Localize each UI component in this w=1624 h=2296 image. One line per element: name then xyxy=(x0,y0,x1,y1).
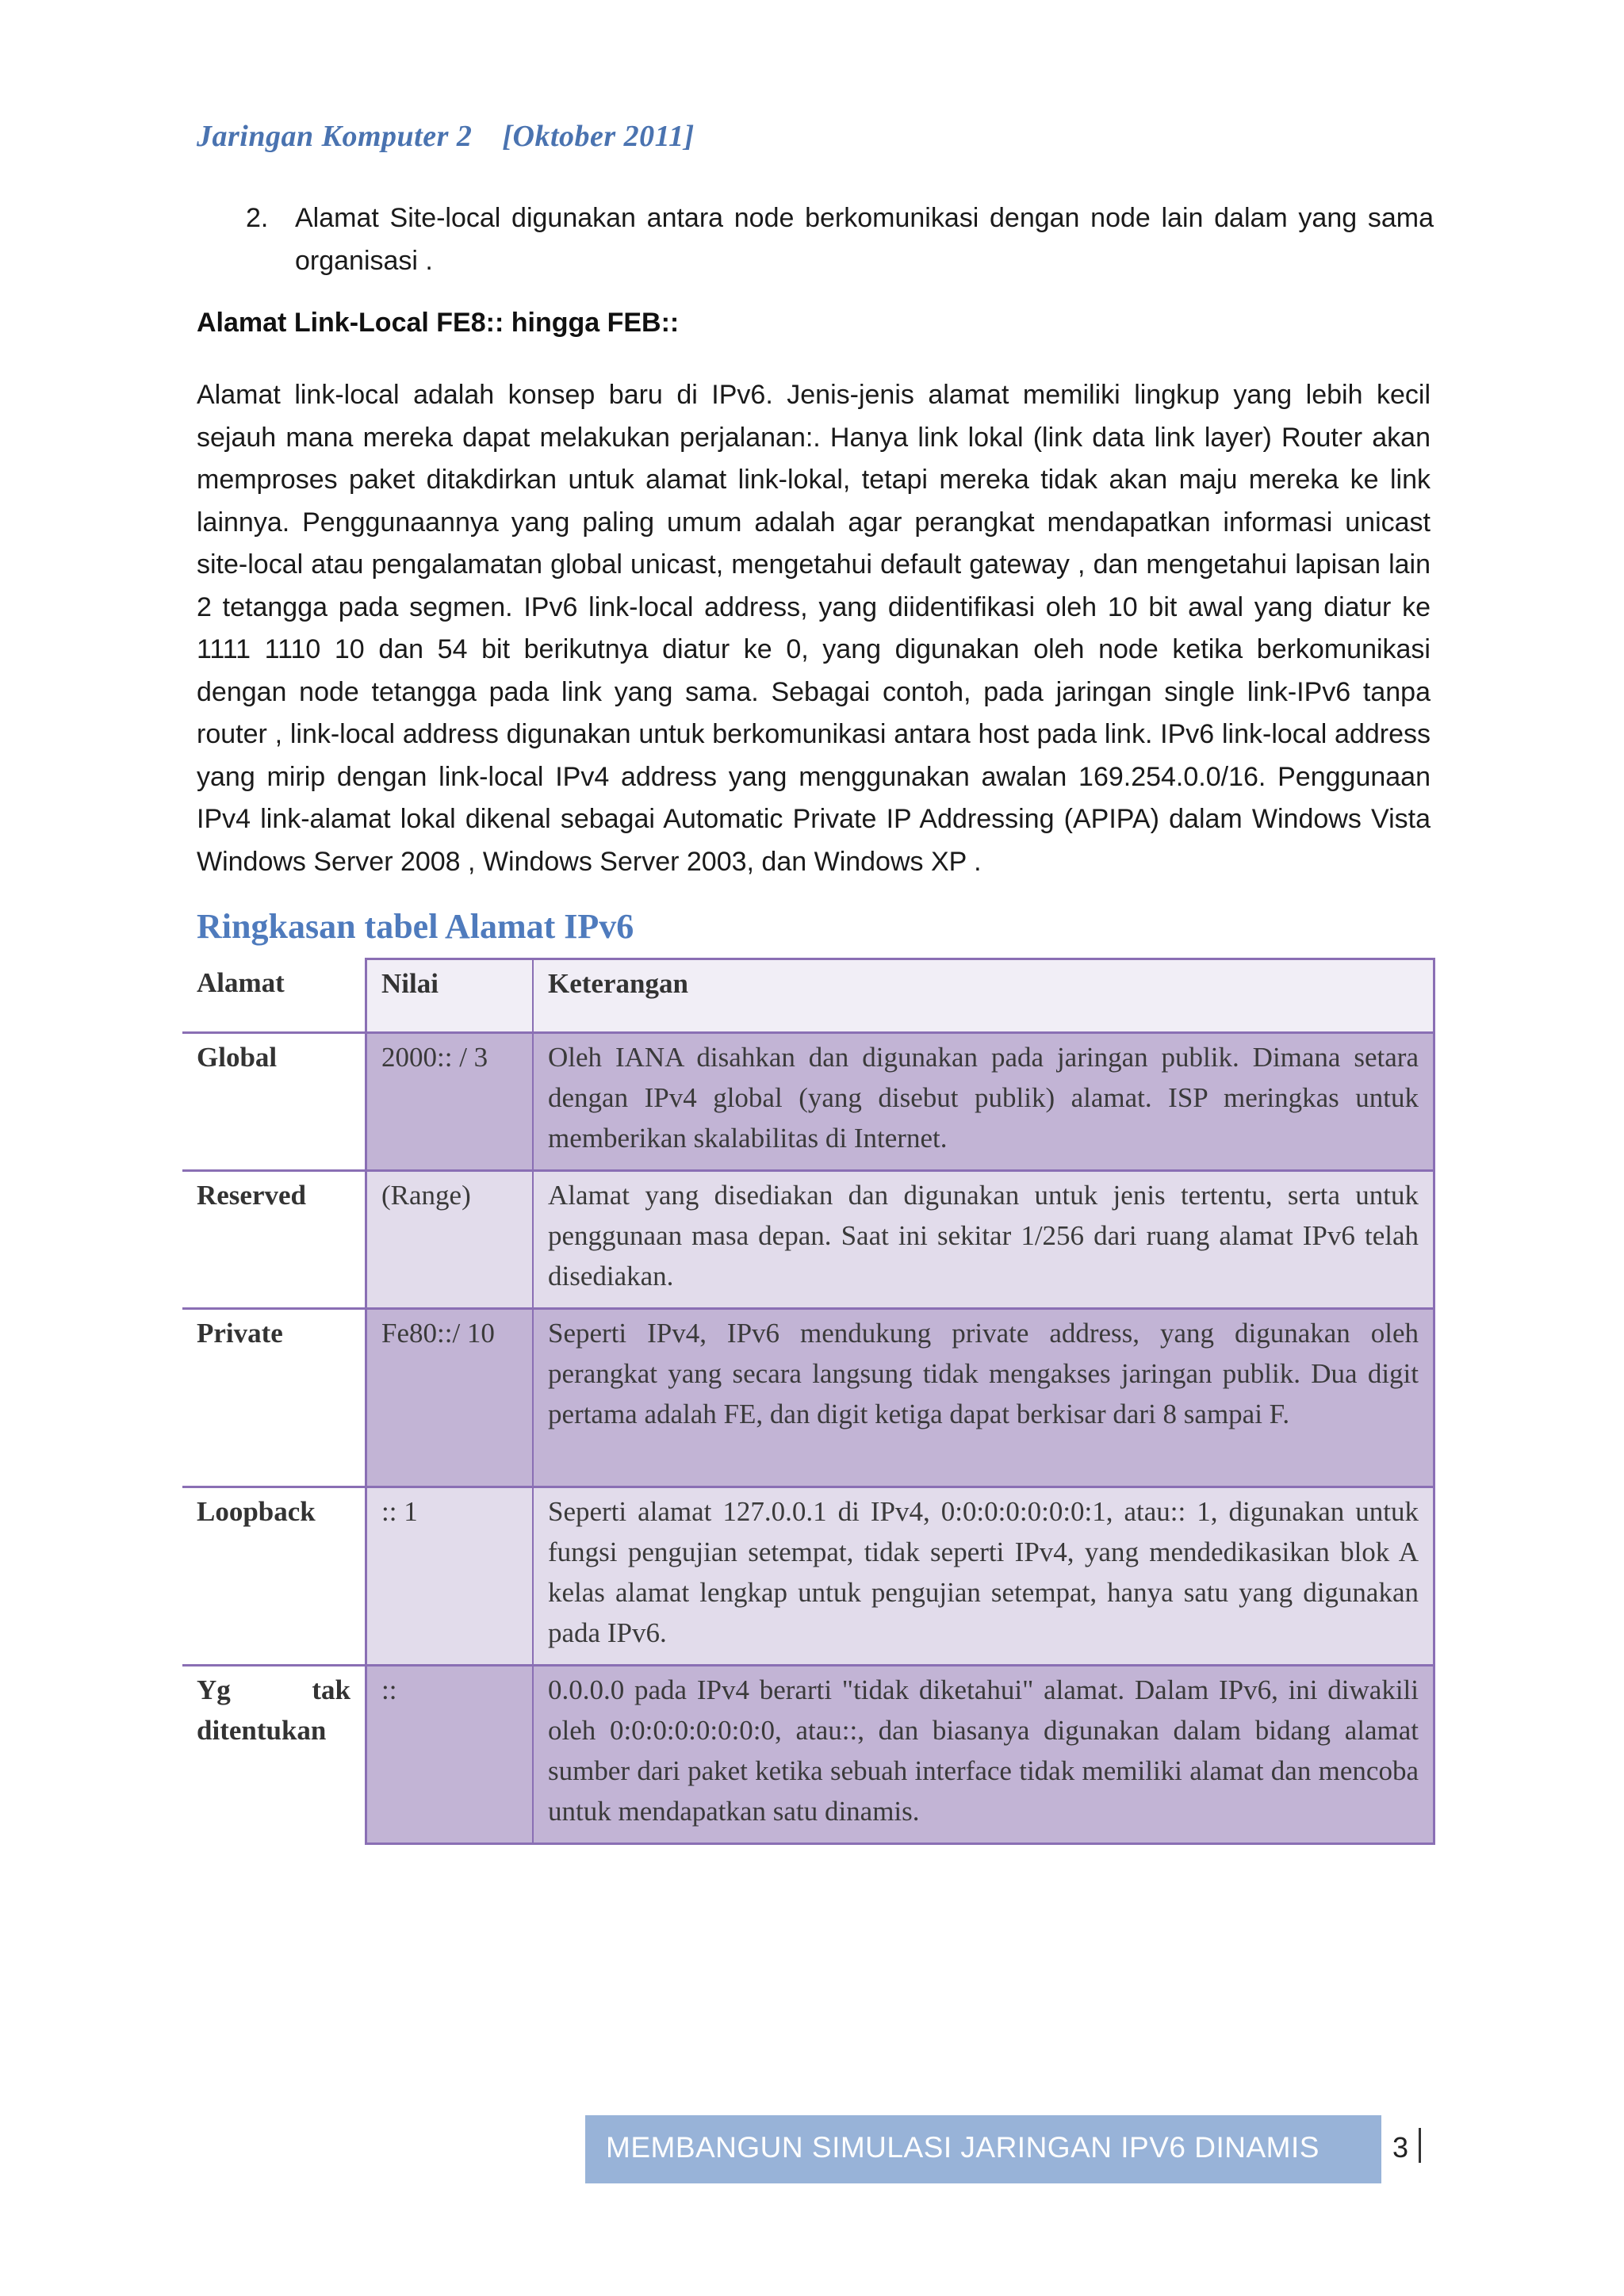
cell-alamat: Global xyxy=(182,1033,366,1171)
cell-keterangan: Seperti IPv4, IPv6 mendukung private address, yang digunakan oleh perangkat yang secara langsung tidak mengakses jaringan publik. Dua digit pertama adalah FE, dan digit ketiga dapat berkisar dari 8 sampai F. xyxy=(533,1309,1434,1487)
page-number: 3 xyxy=(1392,2131,1409,2164)
cell-keterangan: Oleh IANA disahkan dan digunakan pada jaringan publik. Dimana setara dengan IPv4 global (yang disebut publik) alamat. ISP meringkas untuk memberikan skalabilitas di Internet. xyxy=(533,1033,1434,1171)
list-item-number: 2. xyxy=(246,203,269,233)
section-title: Ringkasan tabel Alamat IPv6 xyxy=(197,907,634,946)
cell-alamat: Private xyxy=(182,1309,366,1487)
table-header-row xyxy=(182,959,1434,1033)
table-row xyxy=(182,1171,1434,1309)
header-nilai: Nilai xyxy=(366,959,534,1033)
header-alamat: Alamat xyxy=(197,966,285,998)
table-row xyxy=(182,1666,1434,1844)
subheading: Alamat Link-Local FE8:: hingga FEB:: xyxy=(197,308,680,338)
header-keterangan: Keterangan xyxy=(533,959,1434,1033)
header-date: [Oktober 2011] xyxy=(502,120,695,153)
cell-nilai: :: xyxy=(366,1666,534,1844)
cell-alamat: Reserved xyxy=(182,1171,366,1309)
header-title: Jaringan Komputer 2 xyxy=(197,120,473,153)
cell-alamat-line1 xyxy=(197,1670,350,1710)
cell-keterangan: Seperti alamat 127.0.0.1 di IPv4, 0:0:0:0:0:0:0:1, atau:: 1, digunakan untuk fungsi pengujian setempat, tidak seperti IPv4, yang mendedikasikan blok A kelas alamat lengkap untuk pengujian setempat, hanya satu yang digunakan pada IPv6. xyxy=(533,1487,1434,1666)
cell-nilai: :: 1 xyxy=(366,1487,534,1666)
list-item-text: Alamat Site-local digunakan antara node berkomunikasi dengan node lain dalam yang sama organisasi . xyxy=(295,203,1434,276)
footer-banner xyxy=(585,2115,1381,2183)
body-paragraph: Alamat link-local adalah konsep baru di IPv6. Jenis-jenis alamat memiliki lingkup yang lebih kecil sejauh mana mereka dapat melakukan perjalanan:. Hanya link lokal (link data link layer) Router akan memproses paket ditakdirkan untuk alamat link-lokal, tetapi mereka tidak akan maju mereka ke link lainnya. Penggunaannya yang paling umum adalah agar perangkat mendapatkan informasi unicast site-local atau pengalamatan global unicast, mengetahui default gateway , dan mengetahui lapisan lain 2 tetangga pada segmen. IPv6 link-local address, yang diidentifikasi oleh 10 bit awal yang diatur ke 1111 1110 10 dan 54 bit berikutnya diatur ke 0, yang digunakan oleh node ketika berkomunikasi dengan node tetangga pada link yang sama. Sebagai contoh, pada jaringan single link-IPv6 tanpa router , link-local address digunakan untuk berkomunikasi antara host pada link. IPv6 link-local address yang mirip dengan link-local IPv4 address yang menggunakan awalan 169.254.0.0/16. Penggunaan IPv4 link-alamat lokal dikenal sebagai Automatic Private IP Addressing (APIPA) dalam Windows Vista Windows Server 2008 , Windows Server 2003, dan Windows XP . xyxy=(197,380,1431,877)
cell-nilai: Fe80::/ 10 xyxy=(366,1309,534,1487)
cell-keterangan: 0.0.0.0 pada IPv4 berarti "tidak diketahui" alamat. Dalam IPv6, ini diwakili oleh 0:0:0:0:0:0:0:0, atau::, dan biasanya digunakan dalam bidang alamat sumber dari paket ketika sebuah interface tidak memiliki alamat dan mencoba untuk mendapatkan satu dinamis. xyxy=(533,1666,1434,1844)
page-number-divider xyxy=(1419,2128,1421,2163)
table-row xyxy=(182,1033,1434,1171)
cell-alamat xyxy=(182,1666,366,1844)
table-row xyxy=(182,1487,1434,1666)
cell-nilai: (Range) xyxy=(366,1171,534,1309)
ipv6-address-table xyxy=(182,958,1435,1845)
table-row xyxy=(182,1309,1434,1487)
cell-alamat-line2: ditentukan xyxy=(197,1715,327,1746)
footer-banner-text: MEMBANGUN SIMULASI JARINGAN IPV6 DINAMIS xyxy=(606,2131,1320,2164)
cell-alamat: Loopback xyxy=(182,1487,366,1666)
cell-keterangan: Alamat yang disediakan dan digunakan untuk jenis tertentu, serta untuk penggunaan masa depan. Saat ini sekitar 1/256 dari ruang alamat IPv6 telah disediakan. xyxy=(533,1171,1434,1309)
running-header xyxy=(197,119,695,154)
cell-alamat-word2: tak xyxy=(312,1674,350,1705)
cell-alamat-word1: Yg xyxy=(197,1674,231,1705)
cell-nilai: 2000:: / 3 xyxy=(366,1033,534,1171)
